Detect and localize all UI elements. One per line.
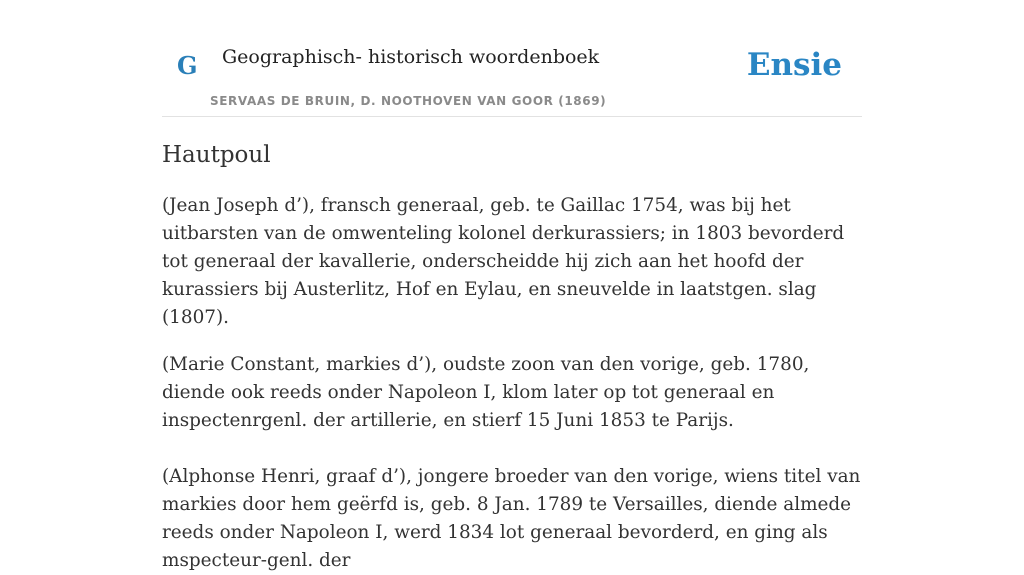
book-title[interactable]: Geographisch- historisch woordenboek xyxy=(222,46,600,68)
entry-paragraph: (Alphonse Henri, graaf d’), jongere broeder van den vorige, wiens titel van markies door hem geërfd is, geb. 8 Jan. 1789 te Versailles, diende almede reeds onder Napoleon I, werd 1834 lot generaal bevorderd, en ging als mspecteur-genl. der xyxy=(162,466,861,571)
book-icon: G xyxy=(177,51,198,80)
entry-title: Hautpoul xyxy=(162,142,271,168)
entry-paragraph: (Jean Joseph d’), fransch generaal, geb. te Gaillac 1754, was bij het uitbarsten van de omwenteling kolonel derkurassiers; in 1803 bevorderd tot generaal der kavallerie, onderscheidde hij zich aan het hoofd der kurassiers bij Austerlitz, Hof en Eylau, en sneuvelde in laatstgen. slag (1807). xyxy=(162,195,845,328)
book-header xyxy=(162,0,862,117)
ensie-logo[interactable]: Ensie xyxy=(746,47,842,83)
book-author: SERVAAS DE BRUIN, D. NOOTHOVEN VAN GOOR (1869) xyxy=(210,94,607,108)
entry-paragraph: (Marie Constant, markies d’), oudste zoon van den vorige, geb. 1780, diende ook reeds onder Napoleon I, klom later op tot generaal en inspectenrgenl. der artillerie, en stierf 15 Juni 1853 te Parijs. xyxy=(162,354,810,431)
entry-content xyxy=(162,138,862,575)
